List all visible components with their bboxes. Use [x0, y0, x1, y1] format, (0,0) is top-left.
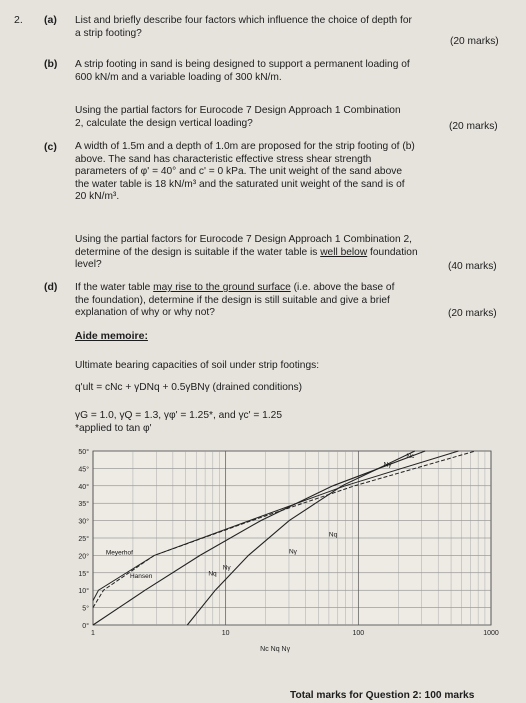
part-c-line-2: above. The sand has characteristic effective stress shear strength — [75, 153, 372, 165]
part-c-label: (c) — [44, 141, 57, 153]
chart-annotation: Hansen — [129, 573, 153, 581]
part-c-marks: (40 marks) — [448, 261, 497, 272]
part-b-text-2 — [75, 105, 455, 130]
y-tick-label: 20° — [78, 553, 89, 561]
question-number: 2. — [14, 14, 23, 26]
part-b-text — [75, 59, 455, 84]
part-c-text-2 — [75, 234, 445, 272]
y-tick-label: 40° — [78, 483, 89, 491]
y-tick-label: 30° — [78, 518, 89, 526]
y-tick-label: 35° — [78, 501, 89, 509]
x-tick-label: 1000 — [483, 630, 499, 637]
part-d-line-1: If the water table may rise to the ground surface (i.e. above the base of — [75, 282, 395, 293]
part-a-marks: (20 marks) — [450, 36, 499, 47]
chart-annotation: Nq — [208, 570, 217, 578]
part-b-line-3: Using the partial factors for Eurocode 7 Design Approach 1 Combination — [75, 105, 401, 116]
part-a-text — [75, 15, 455, 40]
chart-annotation: Meyerhof — [105, 549, 133, 557]
part-b-marks: (20 marks) — [449, 121, 498, 132]
aide-heading: Aide memoire: — [75, 330, 148, 342]
x-axis-label: Nc Nq Nγ — [260, 646, 291, 653]
part-b-line-4: 2, calculate the design vertical loading? — [75, 117, 253, 129]
part-b-line-1: A strip footing in sand is being designed to support a permanent loading of — [75, 59, 410, 70]
chart-annotation: Nq — [328, 531, 338, 539]
x-tick-label: 100 — [352, 630, 365, 637]
y-tick-label: 50° — [78, 449, 89, 456]
part-c-line-6: Using the partial factors for Eurocode 7 Design Approach 1 Combination 2, — [75, 234, 412, 245]
aide-factors: γG = 1.0, γQ = 1.3, γφ' = 1.25*, and γc' = 1.25 — [75, 410, 283, 421]
part-a-line-2: a strip footing? — [75, 27, 142, 39]
y-tick-label: 10° — [78, 588, 89, 596]
part-c-line-1: A width of 1.5m and a depth of 1.0m are proposed for the strip footing of (b) — [75, 141, 415, 152]
chart-annotation: Nγ — [383, 461, 392, 469]
aide-formula: q'ult = cNc + γDNq + 0.5γBNγ (drained conditions) — [75, 382, 303, 393]
y-tick-label: 25° — [78, 536, 89, 543]
part-d-line-2: the foundation), determine if the design is still suitable and give a brief — [75, 294, 390, 306]
chart-annotation: Nγ — [288, 548, 297, 556]
aide-note: *applied to tan φ' — [75, 423, 152, 434]
bearing-capacity-chart — [55, 438, 525, 678]
part-c-line-5: 20 kN/m³. — [75, 191, 120, 203]
y-tick-label: 5° — [82, 605, 89, 613]
part-d-marks: (20 marks) — [448, 308, 497, 319]
aide-subheading: Ultimate bearing capacities of soil under strip footings: — [75, 360, 320, 371]
y-tick-label: 45° — [78, 466, 89, 474]
footer-total-marks: Total marks for Question 2: 100 marks — [290, 690, 475, 701]
part-a-label: (a) — [44, 14, 57, 26]
part-c-text — [75, 141, 445, 204]
x-tick-label: 1 — [91, 630, 95, 637]
part-d-label: (d) — [44, 281, 58, 293]
part-b-line-2: 600 kN/m and a variable loading of 300 kN/m. — [75, 71, 282, 83]
y-tick-label: 15° — [78, 570, 89, 578]
part-c-line-3: parameters of φ' = 40° and c' = 0 kPa. The unit weight of the sand above — [75, 166, 402, 178]
part-d-text — [75, 282, 445, 320]
part-c-line-8: level? — [75, 259, 102, 271]
chart-annotation: Nγ — [222, 564, 231, 572]
part-a-line-1: List and briefly describe four factors which influence the choice of depth for — [75, 15, 412, 26]
y-tick-label: 0° — [82, 623, 89, 630]
part-c-line-4: the water table is 18 kN/m³ and the saturated unit weight of the sand is of — [75, 178, 405, 190]
chart-annotation: Nc — [406, 452, 415, 460]
part-d-line-3: explanation of why or why not? — [75, 307, 215, 319]
part-b-label: (b) — [44, 58, 58, 70]
x-tick-label: 10 — [221, 630, 230, 637]
part-c-line-7: determine of the design is suitable if the water table is well below foundation — [75, 246, 418, 258]
